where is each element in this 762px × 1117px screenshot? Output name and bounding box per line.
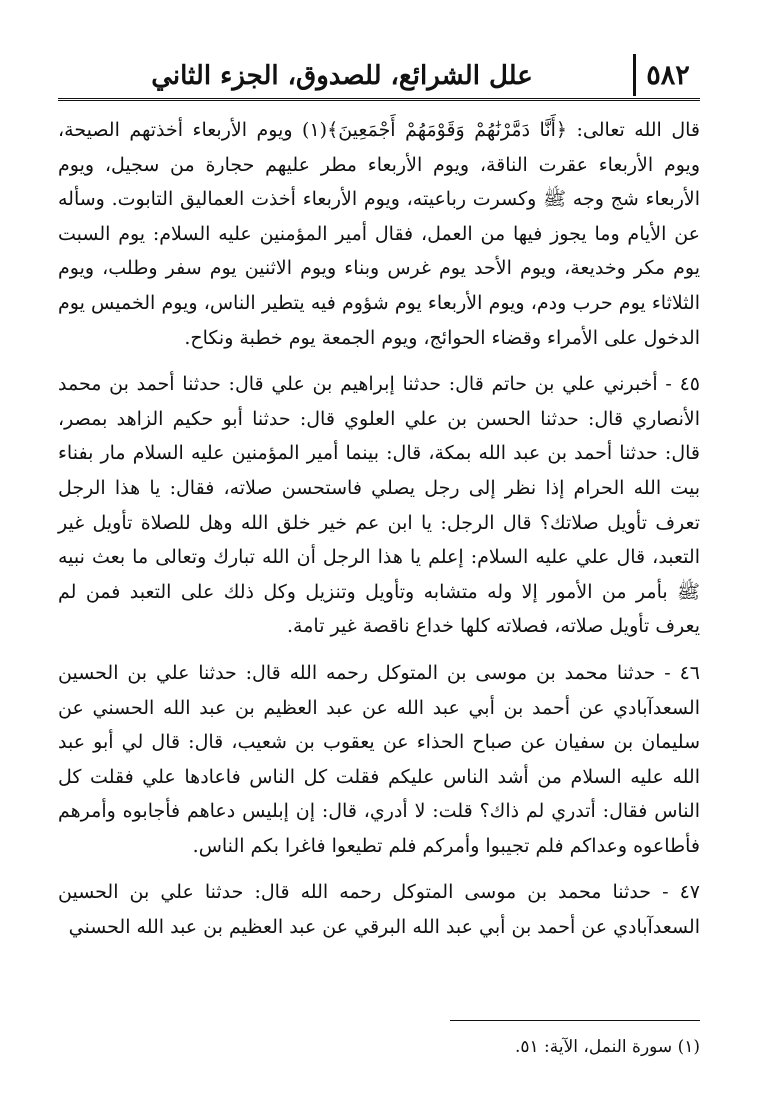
paragraph-hadith-47: ٤٧ - حدثنا محمد بن موسى المتوكل رحمه الله قال: حدثنا علي بن الحسين السعدآبادي عن أحمد بن أبي عبد الله البرقي عن عبد العظيم بن عبد الله الحسني xyxy=(58,881,700,939)
page-number: ٥٨٢ xyxy=(633,54,700,96)
paragraph-hadith-46: ٤٦ - حدثنا محمد بن موسى بن المتوكل رحمه الله قال: حدثنا علي بن الحسين السعدآبادي عن أحمد بن أبي عبد الله عن عبد العظيم بن عبد الله الحسني عن سليمان بن سفيان عن صباح الحذاء عن يعقوب بن شعيب، قال: قال لي أبو عبد الله عليه السلام من أشد الناس عليكم فقلت كل الناس فاعادها علي فقلت كل الناس فقال: أتدري لم ذاك؟ قلت: لا أدري، قال: إن إبليس دعاهم فأجابوه وأمرهم فأطاعوه وعداكم فلم تجيبوا وأمركم فلم تطيعوا فاغرا بكم الناس. xyxy=(58,661,700,857)
main-text xyxy=(58,113,700,945)
footnote-1: (١) سورة النمل، الآية: ٥١. xyxy=(514,1037,700,1057)
book-page xyxy=(58,48,700,1088)
paragraph-quran-wednesday: قال الله تعالى: ﴿أَنَّا دَمَّرْنَٰهُمْ وَقَوْمَهُمْ أَجْمَعِينَ﴾(١) ويوم الأربعاء أخذتهم الصيحة، ويوم الأربعاء عقرت الناقة، ويوم الأربعاء مطر عليهم حجارة من سجيل، ويوم الأربعاء شج وجه ﷺ وكسرت رباعيته، ويوم الأربعاء أخذت العماليق التابوت. وسأله عن الأيام وما يجوز فيها من العمل، فقال أمير المؤمنين عليه السلام: يوم السبت يوم مكر وخديعة، ويوم الأحد يوم غرس وبناء ويوم الاثنين يوم سفر وطلب، ويوم الثلاثاء يوم حرب ودم، ويوم الأربعاء يوم شؤوم فيه يتطير الناس، ويوم الخميس يوم الدخول على الأمراء وقضاء الحوائج، ويوم الجمعة يوم خطبة ونكاح. xyxy=(58,119,700,349)
footnote-divider xyxy=(450,1020,700,1021)
running-title: علل الشرائع، للصدوق، الجزء الثاني xyxy=(151,61,533,91)
paragraph-hadith-45: ٤٥ - أخبرني علي بن حاتم قال: حدثنا إبراهيم بن علي قال: حدثنا أحمد بن محمد الأنصاري قال: حدثنا الحسن بن علي العلوي قال: حدثنا أبو حكيم الزاهد بمصر، قال: حدثنا أحمد بن عبد الله بمكة، قال: بينما أمير المؤمنين عليه السلام مار بفناء بيت الله الحرام إذا نظر إلى رجل يصلي فاستحسن صلاته، فقال: يا هذا الرجل تعرف تأويل صلاتك؟ قال الرجل: يا ابن عم خير خلق الله وهل للصلاة تأويل غير التعبد، قال علي عليه السلام: إعلم يا هذا الرجل أن الله تبارك وتعالى ما بعث نبيه ﷺ بأمر من الأمور إلا وله متشابه وتأويل وتنزيل وكل ذلك على التعبد فمن لم يعرف تأويل صلاته، فصلاته كلها خداع ناقصة غير تامة. xyxy=(58,373,700,638)
page-header xyxy=(58,48,700,101)
